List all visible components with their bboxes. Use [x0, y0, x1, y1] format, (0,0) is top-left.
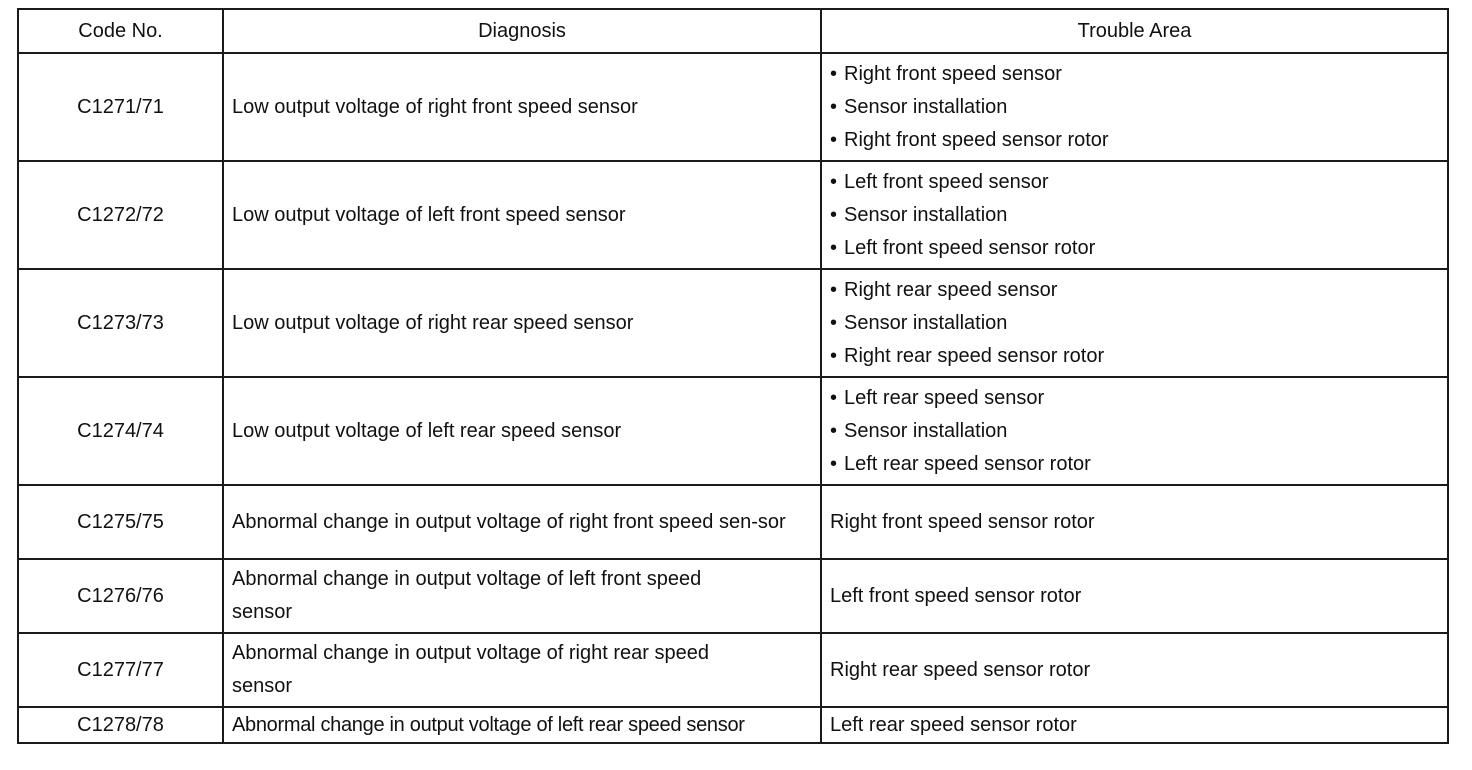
table-row — [18, 269, 1448, 377]
code-cell: C1271/71 — [18, 53, 223, 161]
table-row — [18, 53, 1448, 161]
trouble-area-cell: Right rear speed sensor rotor — [821, 633, 1448, 707]
bullet-icon: • — [830, 170, 838, 193]
bullet-icon: • — [830, 452, 838, 475]
table-row — [18, 161, 1448, 269]
diagnosis-text: Abnormal change in output voltage of left front speed sensor — [232, 568, 702, 623]
diagnosis-text: Abnormal change in output voltage of right front speed sen-sor — [232, 510, 786, 533]
list-item: • Right front speed sensor — [830, 58, 1439, 91]
trouble-area-list — [830, 166, 1439, 265]
code-cell: C1274/74 — [18, 377, 223, 485]
list-item: • Right rear speed sensor rotor — [830, 340, 1439, 373]
diagnostic-trouble-code-table — [17, 8, 1449, 744]
table-row — [18, 707, 1448, 743]
list-item: • Right front speed sensor rotor — [830, 124, 1439, 157]
trouble-area-cell — [821, 269, 1448, 377]
table-row — [18, 633, 1448, 707]
trouble-area-cell — [821, 53, 1448, 161]
bullet-icon: • — [830, 236, 838, 259]
trouble-area-list — [830, 274, 1439, 373]
bullet-icon: • — [830, 128, 838, 151]
diagnosis-text: Abnormal change in output voltage of right rear speed sensor — [232, 642, 709, 697]
code-cell: C1272/72 — [18, 161, 223, 269]
header-code-no: Code No. — [18, 9, 223, 53]
list-item: • Right rear speed sensor — [830, 274, 1439, 307]
bullet-icon: • — [830, 386, 838, 409]
trouble-area-cell — [821, 377, 1448, 485]
trouble-area-cell — [821, 161, 1448, 269]
bullet-icon: • — [830, 278, 838, 301]
header-diagnosis: Diagnosis — [223, 9, 821, 53]
bullet-icon: • — [830, 311, 838, 334]
table-row — [18, 559, 1448, 633]
code-cell: C1276/76 — [18, 559, 223, 633]
list-item: • Left front speed sensor rotor — [830, 232, 1439, 265]
trouble-area-list — [830, 58, 1439, 157]
header-trouble-area: Trouble Area — [821, 9, 1448, 53]
bullet-icon: • — [830, 95, 838, 118]
bullet-icon: • — [830, 62, 838, 85]
diagnosis-cell: Abnormal change in output voltage of left rear speed sensor — [223, 707, 821, 743]
code-cell: C1278/78 — [18, 707, 223, 743]
bullet-icon: • — [830, 419, 838, 442]
header-row — [18, 9, 1448, 53]
diagnosis-cell: Low output voltage of right rear speed sensor — [223, 269, 821, 377]
trouble-area-list — [830, 382, 1439, 481]
diagnosis-cell — [223, 485, 821, 559]
list-item: • Left rear speed sensor — [830, 382, 1439, 415]
code-cell: C1273/73 — [18, 269, 223, 377]
list-item: • Left rear speed sensor rotor — [830, 448, 1439, 481]
list-item: • Sensor installation — [830, 415, 1439, 448]
diagnosis-cell: Low output voltage of left front speed sensor — [223, 161, 821, 269]
bullet-icon: • — [830, 344, 838, 367]
diagnosis-cell — [223, 559, 821, 633]
code-cell: C1277/77 — [18, 633, 223, 707]
diagnosis-cell: Low output voltage of right front speed sensor — [223, 53, 821, 161]
table-row — [18, 377, 1448, 485]
trouble-area-cell: Left rear speed sensor rotor — [821, 707, 1448, 743]
trouble-area-cell: Right front speed sensor rotor — [821, 485, 1448, 559]
table-row — [18, 485, 1448, 559]
bullet-icon: • — [830, 203, 838, 226]
diagnosis-cell — [223, 633, 821, 707]
list-item: • Sensor installation — [830, 91, 1439, 124]
list-item: • Sensor installation — [830, 307, 1439, 340]
list-item: • Sensor installation — [830, 199, 1439, 232]
list-item: • Left front speed sensor — [830, 166, 1439, 199]
diagnosis-cell: Low output voltage of left rear speed sensor — [223, 377, 821, 485]
trouble-area-cell: Left front speed sensor rotor — [821, 559, 1448, 633]
code-cell: C1275/75 — [18, 485, 223, 559]
